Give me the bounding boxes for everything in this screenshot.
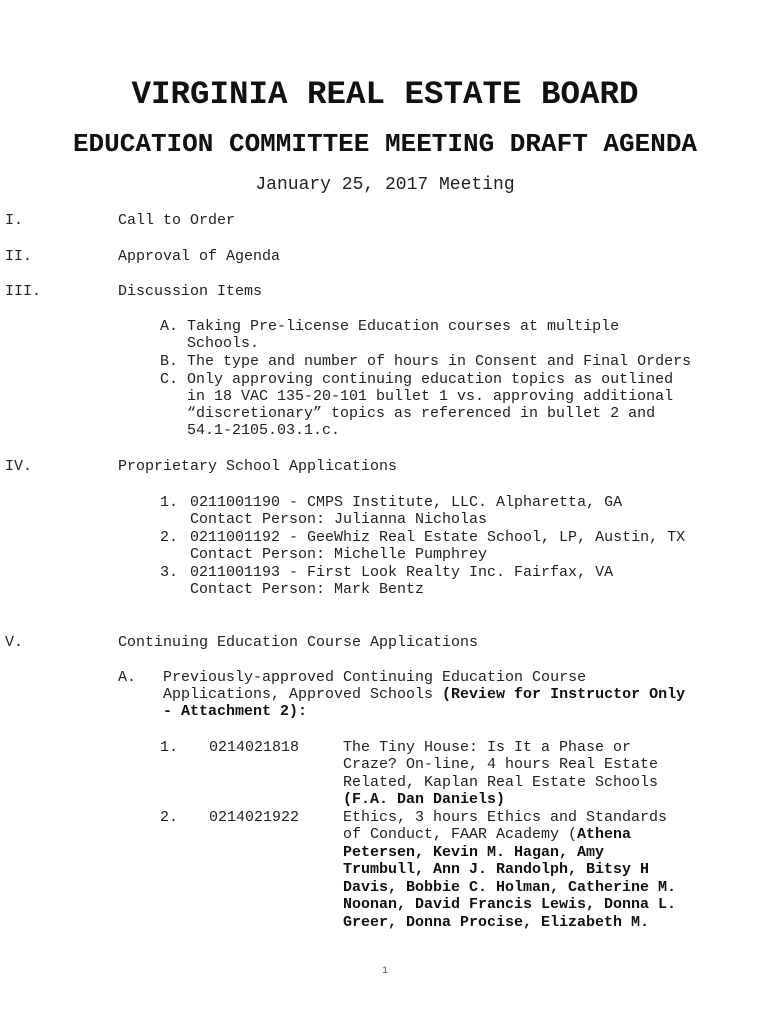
list-marker: 2. <box>160 809 179 826</box>
course-desc: Craze? On-line, 4 hours Real Estate <box>343 756 659 773</box>
list-item-line: Schools. <box>187 335 260 352</box>
section-heading: Discussion Items <box>118 283 263 300</box>
subsection-text: Applications, Approved Schools <box>163 686 443 703</box>
course-desc <box>343 826 631 844</box>
course-desc: The Tiny House: Is It a Phase or <box>343 739 632 756</box>
document-subtitle: EDUCATION COMMITTEE MEETING DRAFT AGENDA <box>72 129 698 159</box>
subsection-line: Previously-approved Continuing Education Course <box>163 669 587 686</box>
list-item-line: Contact Person: Michelle Pumphrey <box>190 546 488 563</box>
list-item-line: Contact Person: Julianna Nicholas <box>190 511 488 528</box>
section-numeral: II. <box>5 248 33 265</box>
course-desc-text: of Conduct, FAAR Academy ( <box>343 826 578 843</box>
course-id: 0214021818 <box>209 739 300 756</box>
subsection-note: (Review for Instructor Only <box>442 686 686 703</box>
list-item-line: The type and number of hours in Consent and Final Orders <box>187 353 692 370</box>
list-marker: C. <box>160 371 179 388</box>
section-heading: Proprietary School Applications <box>118 458 398 475</box>
course-instructors: Trumbull, Ann J. Randolph, Bitsy H <box>343 861 650 878</box>
course-desc: Ethics, 3 hours Ethics and Standards <box>343 809 668 826</box>
section-numeral: V. <box>5 634 24 651</box>
course-instructors: Athena <box>577 826 632 843</box>
course-instructors: Greer, Donna Procise, Elizabeth M. <box>343 914 650 931</box>
list-item-line: 0211001190 - CMPS Institute, LLC. Alpharetta, GA <box>190 494 623 511</box>
course-instructors: Petersen, Kevin M. Hagan, Amy <box>343 844 605 861</box>
meeting-date: January 25, 2017 Meeting <box>255 175 515 195</box>
list-marker: B. <box>160 353 179 370</box>
list-item-line: 54.1-2105.03.1.c. <box>187 422 341 439</box>
list-item-line: “discretionary” topics as referenced in bullet 2 and <box>187 405 656 422</box>
list-item-line: 0211001192 - GeeWhiz Real Estate School, LP, Austin, TX <box>190 529 686 546</box>
list-marker: 3. <box>160 564 179 581</box>
section-numeral: I. <box>5 212 24 229</box>
section-heading: Approval of Agenda <box>118 248 281 265</box>
section-numeral: III. <box>5 283 42 300</box>
subsection-line <box>163 686 685 704</box>
course-id: 0214021922 <box>209 809 300 826</box>
list-marker: 2. <box>160 529 179 546</box>
list-item-line: in 18 VAC 135-20-101 bullet 1 vs. approving additional <box>187 388 674 405</box>
course-instructors: Davis, Bobbie C. Holman, Catherine M. <box>343 879 677 896</box>
list-item-line: 0211001193 - First Look Realty Inc. Fairfax, VA <box>190 564 614 581</box>
course-desc: Related, Kaplan Real Estate Schools <box>343 774 659 791</box>
list-marker: A. <box>160 318 179 335</box>
list-marker: 1. <box>160 494 179 511</box>
section-heading: Continuing Education Course Applications <box>118 634 479 651</box>
list-marker: 1. <box>160 739 179 756</box>
course-instructors: (F.A. Dan Daniels) <box>343 791 506 808</box>
document-title: VIRGINIA REAL ESTATE BOARD <box>131 76 639 113</box>
subsection-note: - Attachment 2): <box>163 703 308 720</box>
list-item-line: Taking Pre-license Education courses at multiple <box>187 318 620 335</box>
course-instructors: Noonan, David Francis Lewis, Donna L. <box>343 896 677 913</box>
page-number: 1 <box>382 966 389 977</box>
section-numeral: IV. <box>5 458 33 475</box>
list-item-line: Contact Person: Mark Bentz <box>190 581 425 598</box>
list-marker: A. <box>118 669 137 686</box>
section-heading: Call to Order <box>118 212 236 229</box>
list-item-line: Only approving continuing education topics as outlined <box>187 371 674 388</box>
